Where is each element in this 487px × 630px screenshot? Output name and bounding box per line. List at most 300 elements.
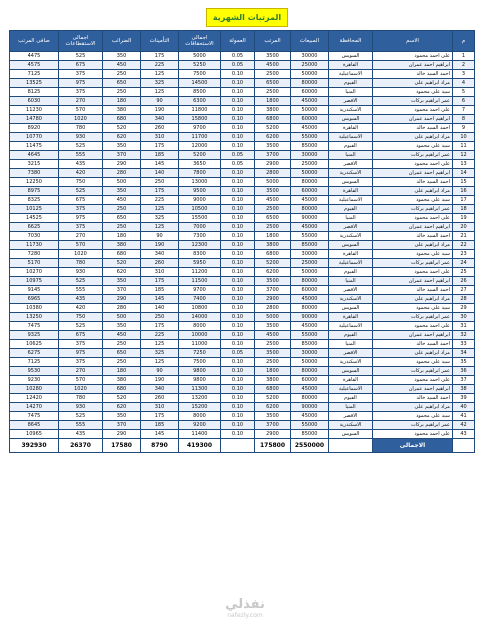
total-deductions-cell: 1020: [59, 385, 103, 394]
salary-cell: 2500: [255, 88, 291, 97]
commission-cell: 0.10: [221, 115, 255, 124]
taxes-cell: 180: [103, 97, 141, 106]
commission-cell: 0.10: [221, 313, 255, 322]
row-number-cell: 38: [453, 385, 475, 394]
commission-cell: 0.10: [221, 232, 255, 241]
row-number-cell: 17: [453, 196, 475, 205]
total-deductions-cell: 435: [59, 295, 103, 304]
employee-name-cell: عمر ابراهيم بركات: [373, 421, 453, 430]
commission-cell: 0.10: [221, 187, 255, 196]
insurance-cell: 310: [141, 403, 179, 412]
sales-cell: 50000: [291, 268, 329, 277]
commission-cell: 0.10: [221, 394, 255, 403]
commission-cell: 0.10: [221, 196, 255, 205]
governorate-cell: الفيوم: [329, 331, 373, 340]
table-row: [10, 340, 475, 349]
salary-cell: 3500: [255, 277, 291, 286]
total-deductions-cell: 780: [59, 259, 103, 268]
row-number-cell: 32: [453, 331, 475, 340]
sales-cell: 30000: [291, 250, 329, 259]
insurance-cell: 125: [141, 223, 179, 232]
net-salary-cell: 13525: [10, 79, 59, 88]
employee-name-cell: على احمد محمود: [373, 430, 453, 439]
insurance-cell: 145: [141, 295, 179, 304]
row-number-cell: 7: [453, 106, 475, 115]
employee-name-cell: مراد ابراهيم على: [373, 187, 453, 196]
net-salary-cell: 14270: [10, 403, 59, 412]
total-deductions-cell: 270: [59, 97, 103, 106]
net-salary-cell: 3215: [10, 160, 59, 169]
sales-cell: 80000: [291, 394, 329, 403]
salary-cell: 3800: [255, 106, 291, 115]
insurance-cell: 90: [141, 97, 179, 106]
commission-cell: 0.05: [221, 52, 255, 61]
commission-cell: 0.10: [221, 259, 255, 268]
taxes-cell: 370: [103, 151, 141, 160]
total-deductions-cell: 975: [59, 349, 103, 358]
sales-cell: 45000: [291, 223, 329, 232]
governorate-cell: الاقصر: [329, 223, 373, 232]
total-deductions-cell: 975: [59, 214, 103, 223]
salary-cell: 6800: [255, 385, 291, 394]
taxes-cell: 650: [103, 214, 141, 223]
taxes-cell: 250: [103, 223, 141, 232]
salary-cell: 1800: [255, 232, 291, 241]
governorate-cell: السويس: [329, 241, 373, 250]
net-salary-cell: 12420: [10, 394, 59, 403]
commission-cell: 0.10: [221, 331, 255, 340]
net-salary-cell: 9325: [10, 331, 59, 340]
net-salary-cell: 6965: [10, 295, 59, 304]
total-entitlements-cell: 11300: [179, 385, 221, 394]
table-row: [10, 160, 475, 169]
salary-cell: 3500: [255, 412, 291, 421]
table-row: [10, 133, 475, 142]
employee-name-cell: ابراهيم احمد عمران: [373, 277, 453, 286]
total-entitlements-cell: 11400: [179, 430, 221, 439]
total-entitlements: 419300: [179, 439, 221, 453]
table-body: [10, 52, 475, 439]
insurance-cell: 325: [141, 214, 179, 223]
table-row: [10, 430, 475, 439]
insurance-cell: 190: [141, 106, 179, 115]
sales-cell: 55000: [291, 331, 329, 340]
table-row: [10, 178, 475, 187]
governorate-cell: الاقصر: [329, 160, 373, 169]
total-entitlements-cell: 7800: [179, 169, 221, 178]
salary-cell: 2900: [255, 160, 291, 169]
insurance-cell: 145: [141, 430, 179, 439]
employee-name-cell: ابراهيم احمد عمران: [373, 61, 453, 70]
table-row: [10, 331, 475, 340]
table-row: [10, 97, 475, 106]
governorate-cell: السويس: [329, 304, 373, 313]
total-deductions: 26370: [59, 439, 103, 453]
total-entitlements-cell: 10000: [179, 331, 221, 340]
governorate-cell: السويس: [329, 430, 373, 439]
sales-cell: 85000: [291, 142, 329, 151]
sales-cell: 45000: [291, 385, 329, 394]
taxes-cell: 350: [103, 187, 141, 196]
row-number-cell: 30: [453, 313, 475, 322]
governorate-cell: الفيوم: [329, 79, 373, 88]
insurance-cell: 140: [141, 169, 179, 178]
commission-cell: 0.10: [221, 142, 255, 151]
table-row: [10, 52, 475, 61]
totals-label: الاجمالى: [373, 439, 453, 453]
row-number-cell: 12: [453, 151, 475, 160]
insurance-cell: 225: [141, 331, 179, 340]
total-deductions-cell: 525: [59, 187, 103, 196]
column-header: المرتب: [255, 31, 291, 52]
sales-cell: 60000: [291, 286, 329, 295]
table-row: [10, 412, 475, 421]
governorate-cell: القاهرة: [329, 250, 373, 259]
total-entitlements-cell: 13000: [179, 178, 221, 187]
employee-name-cell: سيد على محمود: [373, 304, 453, 313]
net-salary-cell: 7475: [10, 322, 59, 331]
net-salary-cell: 10270: [10, 268, 59, 277]
insurance-cell: 140: [141, 304, 179, 313]
total-deductions-cell: 555: [59, 151, 103, 160]
salary-cell: 6800: [255, 115, 291, 124]
column-header: اجمالى الاستقطاعات: [59, 31, 103, 52]
row-number-cell: 24: [453, 259, 475, 268]
salary-cell: 5200: [255, 124, 291, 133]
insurance-cell: 175: [141, 412, 179, 421]
total-entitlements-cell: 5000: [179, 52, 221, 61]
total-entitlements-cell: 15500: [179, 214, 221, 223]
table-row: [10, 358, 475, 367]
net-salary-cell: 13250: [10, 313, 59, 322]
net-salary-cell: 6625: [10, 223, 59, 232]
governorate-cell: المنيا: [329, 151, 373, 160]
column-header: الضرائب: [103, 31, 141, 52]
row-number-cell: 9: [453, 124, 475, 133]
commission-cell: 0.10: [221, 250, 255, 259]
table-row: [10, 205, 475, 214]
total-deductions-cell: 570: [59, 241, 103, 250]
insurance-cell: 310: [141, 133, 179, 142]
salary-cell: 2500: [255, 70, 291, 79]
salary-cell: 4500: [255, 196, 291, 205]
table-row: [10, 142, 475, 151]
total-entitlements-cell: 14000: [179, 313, 221, 322]
total-insurance: 8790: [141, 439, 179, 453]
insurance-cell: 125: [141, 205, 179, 214]
insurance-cell: 260: [141, 394, 179, 403]
sales-cell: 50000: [291, 70, 329, 79]
insurance-cell: 185: [141, 151, 179, 160]
salary-cell: 6200: [255, 403, 291, 412]
row-number-cell: 10: [453, 133, 475, 142]
taxes-cell: 650: [103, 349, 141, 358]
net-salary-cell: 7280: [10, 250, 59, 259]
table-row: [10, 151, 475, 160]
salary-cell: 3700: [255, 286, 291, 295]
total-entitlements-cell: 11800: [179, 106, 221, 115]
governorate-cell: السويس: [329, 367, 373, 376]
commission-cell: 0.10: [221, 169, 255, 178]
salary-cell: 3700: [255, 151, 291, 160]
taxes-cell: 680: [103, 250, 141, 259]
salary-cell: 5200: [255, 394, 291, 403]
total-deductions-cell: 270: [59, 367, 103, 376]
table-row: [10, 169, 475, 178]
employee-name-cell: احمد السيد خالد: [373, 394, 453, 403]
taxes-cell: 500: [103, 178, 141, 187]
row-number-cell: 22: [453, 241, 475, 250]
net-salary-cell: 4575: [10, 61, 59, 70]
employee-name-cell: مراد ابراهيم على: [373, 295, 453, 304]
commission-cell: 0.10: [221, 124, 255, 133]
total-deductions-cell: 750: [59, 313, 103, 322]
insurance-cell: 175: [141, 52, 179, 61]
governorate-cell: القاهرة: [329, 376, 373, 385]
total-entitlements-cell: 8000: [179, 412, 221, 421]
taxes-cell: 280: [103, 169, 141, 178]
commission-cell: 0.10: [221, 97, 255, 106]
insurance-cell: 175: [141, 322, 179, 331]
table-row: [10, 250, 475, 259]
governorate-cell: السويس: [329, 52, 373, 61]
net-salary-cell: 6030: [10, 97, 59, 106]
commission-cell: 0.10: [221, 358, 255, 367]
salary-cell: 1800: [255, 97, 291, 106]
net-salary-cell: 11475: [10, 142, 59, 151]
net-salary-cell: 14780: [10, 115, 59, 124]
total-net: 392930: [10, 439, 59, 453]
totals-row: [10, 439, 475, 453]
total-entitlements-cell: 5950: [179, 259, 221, 268]
net-salary-cell: 10280: [10, 385, 59, 394]
governorate-cell: القاهرة: [329, 187, 373, 196]
taxes-cell: 650: [103, 79, 141, 88]
taxes-cell: 250: [103, 88, 141, 97]
row-number-cell: 15: [453, 178, 475, 187]
total-entitlements-cell: 13200: [179, 394, 221, 403]
sales-cell: 60000: [291, 187, 329, 196]
table-row: [10, 223, 475, 232]
governorate-cell: الاسكندرية: [329, 295, 373, 304]
governorate-cell: السويس: [329, 178, 373, 187]
insurance-cell: 340: [141, 115, 179, 124]
commission-cell: 0.10: [221, 385, 255, 394]
insurance-cell: 125: [141, 70, 179, 79]
salary-cell: 2500: [255, 223, 291, 232]
insurance-cell: 260: [141, 259, 179, 268]
governorate-cell: الاسماعيلية: [329, 196, 373, 205]
taxes-cell: 350: [103, 277, 141, 286]
table-row: [10, 367, 475, 376]
total-entitlements-cell: 9200: [179, 421, 221, 430]
governorate-cell: الفيوم: [329, 268, 373, 277]
employee-name-cell: سيد على محمود: [373, 142, 453, 151]
salary-cell: 3500: [255, 142, 291, 151]
taxes-cell: 450: [103, 61, 141, 70]
row-number-cell: 31: [453, 322, 475, 331]
table-row: [10, 259, 475, 268]
governorate-cell: الفيوم: [329, 142, 373, 151]
commission-cell: 0.10: [221, 79, 255, 88]
total-deductions-cell: 375: [59, 340, 103, 349]
total-deductions-cell: 375: [59, 223, 103, 232]
table-row: [10, 376, 475, 385]
total-entitlements-cell: 7400: [179, 295, 221, 304]
total-entitlements-cell: 9800: [179, 367, 221, 376]
row-number-cell: 14: [453, 169, 475, 178]
row-number-cell: 6: [453, 97, 475, 106]
total-entitlements-cell: 9500: [179, 187, 221, 196]
net-salary-cell: 7380: [10, 169, 59, 178]
commission-cell: 0.10: [221, 421, 255, 430]
row-number-cell: 26: [453, 277, 475, 286]
governorate-cell: المنيا: [329, 403, 373, 412]
net-salary-cell: 9530: [10, 367, 59, 376]
sales-cell: 45000: [291, 322, 329, 331]
governorate-cell: السويس: [329, 115, 373, 124]
total-entitlements-cell: 3650: [179, 160, 221, 169]
table-row: [10, 232, 475, 241]
row-number-cell: 43: [453, 430, 475, 439]
governorate-cell: الاسماعيلية: [329, 70, 373, 79]
taxes-cell: 250: [103, 340, 141, 349]
total-entitlements-cell: 12000: [179, 142, 221, 151]
total-entitlements-cell: 15200: [179, 403, 221, 412]
taxes-cell: 520: [103, 259, 141, 268]
sales-cell: 30000: [291, 349, 329, 358]
row-number-cell: 40: [453, 403, 475, 412]
taxes-cell: 380: [103, 241, 141, 250]
insurance-cell: 325: [141, 349, 179, 358]
salary-cell: 3800: [255, 376, 291, 385]
insurance-cell: 310: [141, 268, 179, 277]
taxes-cell: 350: [103, 52, 141, 61]
salary-cell: 2500: [255, 205, 291, 214]
governorate-cell: الاقصر: [329, 97, 373, 106]
table-row: [10, 322, 475, 331]
salary-cell: 2500: [255, 358, 291, 367]
total-deductions-cell: 570: [59, 376, 103, 385]
net-salary-cell: 10380: [10, 304, 59, 313]
total-deductions-cell: 525: [59, 142, 103, 151]
taxes-cell: 250: [103, 70, 141, 79]
table-row: [10, 187, 475, 196]
sales-cell: 55000: [291, 232, 329, 241]
total-deductions-cell: 930: [59, 268, 103, 277]
table-row: [10, 214, 475, 223]
sales-cell: 50000: [291, 169, 329, 178]
total-deductions-cell: 570: [59, 106, 103, 115]
total-entitlements-cell: 11200: [179, 268, 221, 277]
governorate-cell: الاسكندرية: [329, 421, 373, 430]
table-row: [10, 277, 475, 286]
salary-cell: 2800: [255, 304, 291, 313]
table-row: [10, 70, 475, 79]
insurance-cell: 225: [141, 61, 179, 70]
commission-cell: 0.10: [221, 376, 255, 385]
commission-cell: 0.10: [221, 214, 255, 223]
net-salary-cell: 9145: [10, 286, 59, 295]
total-deductions-cell: 375: [59, 358, 103, 367]
governorate-cell: الفيوم: [329, 394, 373, 403]
total-entitlements-cell: 7500: [179, 358, 221, 367]
watermark-logo: [205, 598, 285, 619]
commission-cell: 0.10: [221, 205, 255, 214]
total-deductions-cell: 555: [59, 286, 103, 295]
total-deductions-cell: 525: [59, 277, 103, 286]
sales-cell: 55000: [291, 133, 329, 142]
column-header: اجمالى الاستحقاقات: [179, 31, 221, 52]
commission-cell: 0.10: [221, 367, 255, 376]
commission-cell: 0.10: [221, 223, 255, 232]
row-number-cell: 33: [453, 340, 475, 349]
taxes-cell: 380: [103, 376, 141, 385]
employee-name-cell: سيد على محمود: [373, 412, 453, 421]
employee-name-cell: ابراهيم احمد عمران: [373, 115, 453, 124]
governorate-cell: المنيا: [329, 88, 373, 97]
employee-name-cell: احمد السيد خالد: [373, 286, 453, 295]
net-salary-cell: 7125: [10, 358, 59, 367]
net-salary-cell: 11730: [10, 241, 59, 250]
taxes-cell: 250: [103, 205, 141, 214]
governorate-cell: القاهرة: [329, 61, 373, 70]
commission-cell: 0.10: [221, 268, 255, 277]
employee-name-cell: عمر ابراهيم بركات: [373, 259, 453, 268]
row-number-cell: 35: [453, 358, 475, 367]
employee-name-cell: سيد على محمود: [373, 88, 453, 97]
insurance-cell: 340: [141, 250, 179, 259]
table-row: [10, 79, 475, 88]
taxes-cell: 520: [103, 124, 141, 133]
total-entitlements-cell: 5250: [179, 61, 221, 70]
net-salary-cell: 8325: [10, 196, 59, 205]
total-entitlements-cell: 9800: [179, 376, 221, 385]
total-entitlements-cell: 11700: [179, 133, 221, 142]
employee-name-cell: ابراهيم احمد عمران: [373, 169, 453, 178]
sales-cell: 30000: [291, 52, 329, 61]
sales-cell: 90000: [291, 214, 329, 223]
table-row: [10, 196, 475, 205]
taxes-cell: 280: [103, 304, 141, 313]
insurance-cell: 90: [141, 367, 179, 376]
employee-name-cell: سيد على محمود: [373, 196, 453, 205]
governorate-cell: الاقصر: [329, 349, 373, 358]
total-deductions-cell: 675: [59, 61, 103, 70]
table-row: [10, 241, 475, 250]
total-deductions-cell: 420: [59, 304, 103, 313]
sales-cell: 80000: [291, 205, 329, 214]
total-entitlements-cell: 7500: [179, 70, 221, 79]
commission-cell: 0.10: [221, 403, 255, 412]
employee-name-cell: ابراهيم احمد عمران: [373, 331, 453, 340]
sales-cell: 90000: [291, 313, 329, 322]
taxes-cell: 680: [103, 115, 141, 124]
total-deductions-cell: 780: [59, 394, 103, 403]
total-deductions-cell: 375: [59, 205, 103, 214]
table-row: [10, 304, 475, 313]
table-row: [10, 385, 475, 394]
taxes-cell: 250: [103, 358, 141, 367]
row-number-cell: 42: [453, 421, 475, 430]
total-entitlements-cell: 10500: [179, 205, 221, 214]
salary-cell: 6800: [255, 250, 291, 259]
taxes-cell: 520: [103, 394, 141, 403]
table-row: [10, 115, 475, 124]
taxes-cell: 380: [103, 106, 141, 115]
row-number-cell: 4: [453, 79, 475, 88]
total-deductions-cell: 930: [59, 403, 103, 412]
